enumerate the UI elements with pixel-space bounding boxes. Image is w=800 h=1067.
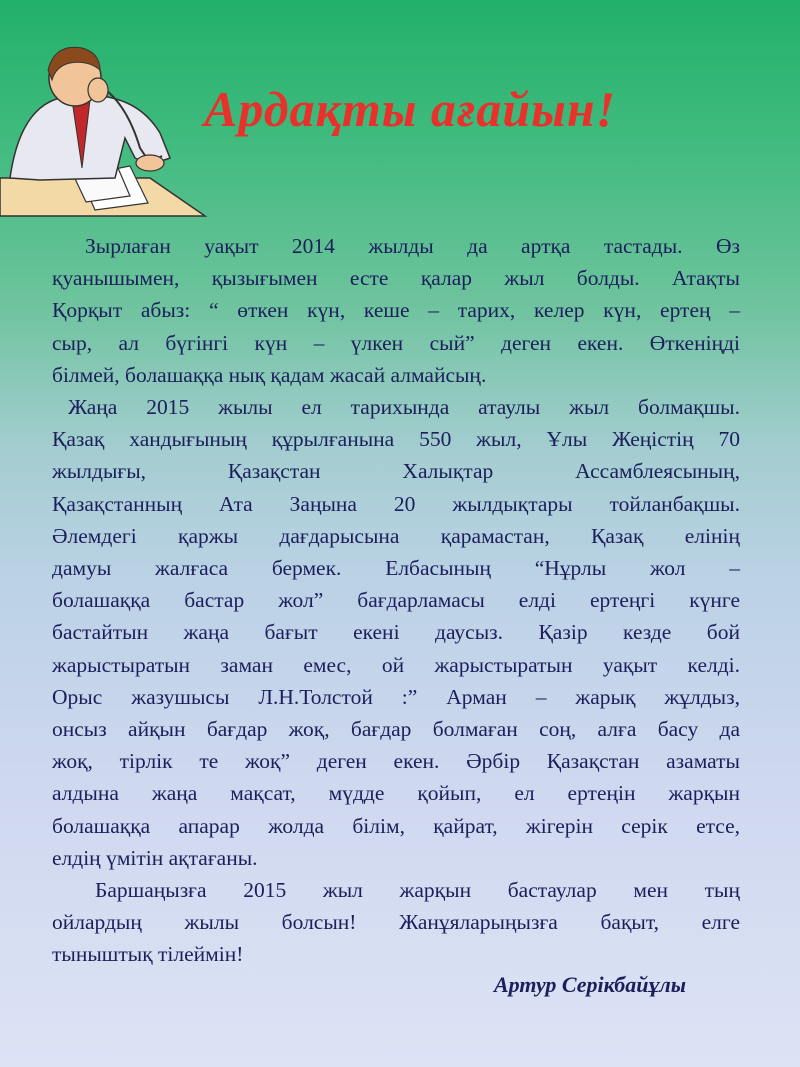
text-line: сыр, ал бүгінгі күн – үлкен сый” деген екен. Өткеніңді — [52, 330, 740, 355]
text-line: Қорқыт абыз: “ өткен күн, кеше – тарих, келер күн, ертең – — [52, 298, 740, 323]
paragraph — [52, 874, 740, 971]
text-line: тыныштық тілеймін! — [52, 942, 244, 967]
text-line: қуанышымен, қызығымен есте қалар жыл болды. Атақты — [52, 266, 740, 291]
paragraph — [52, 391, 740, 874]
text-line: Жаңа 2015 жылы ел тарихында атаулы жыл болмақшы. — [68, 395, 740, 420]
text-line: онсыз айқын бағдар жоқ, бағдар болмаған соң, алға басу да — [52, 717, 740, 742]
text-line: жоқ, тірлік те жоқ” деген екен. Әрбір Қазақстан азаматы — [52, 749, 740, 774]
text-line: Қазақстанның Ата Заңына 20 жылдықтары тойланбақшы. — [52, 491, 740, 516]
text-line: алдына жаңа мақсат, мүдде қойып, ел ертеңін жарқын — [52, 781, 740, 806]
text-line: болашаққа бастар жол” бағдарламасы елді ертеңгі күнге — [52, 588, 740, 613]
text-line: жылдығы, Қазақстан Халықтар Ассамблеясының, — [52, 459, 740, 484]
letter-body — [52, 230, 740, 971]
man-at-desk-clipart — [0, 38, 210, 218]
text-line: Қазақ хандығының құрылғанына 550 жыл, Ұлы Жеңістің 70 — [52, 427, 740, 452]
text-line: Орыс жазушысы Л.Н.Толстой :” Арман – жарық жұлдыз, — [52, 684, 740, 709]
text-line: Әлемдегі қаржы дағдарысына қарамастан, Қазақ елінің — [52, 523, 740, 548]
signature: Артур Серікбайұлы — [494, 972, 686, 997]
page-title: Ардақты ағайын! — [204, 81, 617, 137]
text-line: Зырлаған уақыт 2014 жылды да артқа тастады. Өз — [85, 234, 740, 258]
text-line: дамуы жалғаса бермек. Елбасының “Нұрлы жол – — [52, 556, 740, 581]
text-line: ойлардың жылы болсын! Жанұяларыңызға бақыт, елге — [52, 910, 740, 935]
text-line: жарыстыратын заман емес, ой жарыстыратын уақыт келді. — [52, 652, 740, 677]
paragraph — [52, 230, 740, 391]
text-line: бастайтын жаңа бағыт екені даусыз. Қазір кезде бой — [52, 620, 740, 645]
text-line: Баршаңызға 2015 жыл жарқын бастаулар мен тың — [95, 878, 740, 903]
text-line: болашаққа апарар жолда білім, қайрат, жігерін серік етсе, — [52, 813, 740, 838]
text-line: білмей, болашаққа нық қадам жасай алмайсың. — [52, 362, 487, 387]
text-line: елдің үмітін ақтағаны. — [52, 845, 258, 870]
